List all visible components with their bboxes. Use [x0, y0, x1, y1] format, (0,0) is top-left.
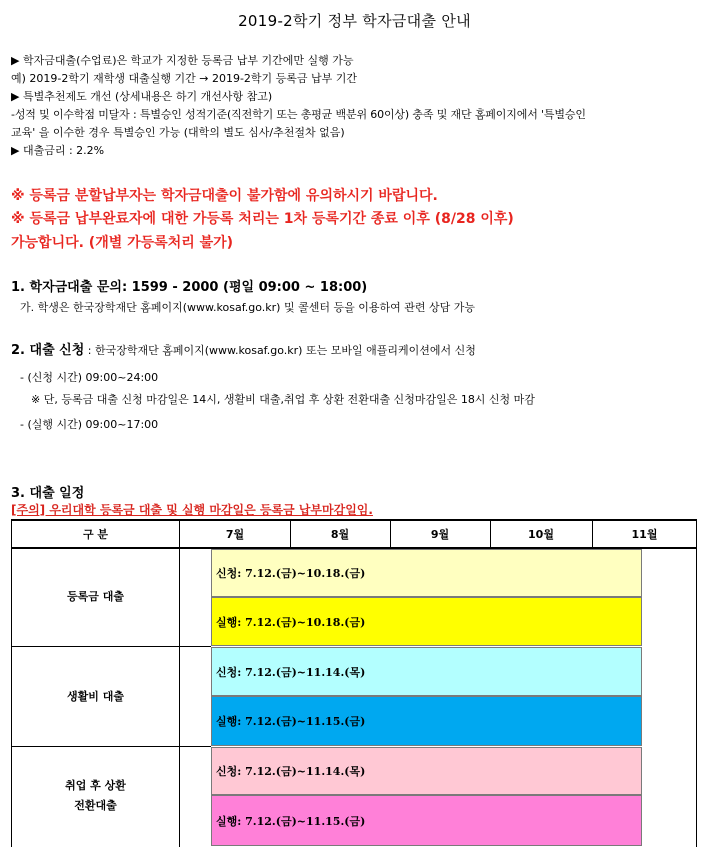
bar-living-apply: [211, 647, 642, 696]
section3-warning: [주의] 우리대학 등록금 대출 및 실행 마감일은 등록금 납부마감일임.: [11, 503, 373, 517]
group-divider-2: [11, 746, 211, 747]
page-title: 2019-2학기 정부 학자금대출 안내: [238, 12, 471, 30]
bar-label: 실행: 7.12.(금)~10.18.(금): [216, 615, 366, 629]
red-note-2: ※ 등록금 납부완료자에 대한 가등록 처리는 1차 등록기간 종료 이후 (8/28 이후): [11, 211, 514, 227]
header-month-oct: 10월: [528, 528, 554, 541]
info-line-3: ▶ 특별추천제도 개선 (상세내용은 하기 개선사항 참고): [11, 90, 273, 103]
red-note-3: 가능합니다. (개별 가등록처리 불가): [11, 235, 234, 251]
info-line-6: ▶ 대출금리 : 2.2%: [11, 144, 105, 157]
header-month-jul: 7월: [225, 528, 245, 541]
group-label-icl-line2: 전환대출: [74, 799, 117, 812]
info-line-5: 교육' 을 이수한 경우 특별승인 가능 (대학의 별도 심사/추천절차 없음): [11, 126, 345, 139]
group-label-tuition: 등록금 대출: [67, 590, 124, 603]
month-divider: [290, 519, 291, 548]
bar-tuition-apply: [211, 549, 642, 597]
group-label-living: 생활비 대출: [67, 690, 124, 703]
bar-label: 실행: 7.12.(금)~11.15.(금): [216, 715, 366, 728]
deadline-note: ※ 단, 등록금 대출 신청 마감일은 14시, 생활비 대출,취업 후 상환 전환대출 신청마감일은 18시 신청 마감: [31, 393, 535, 406]
info-line-1: ▶ 학자금대출(수업료)은 학교가 지정한 등록금 납부 기간에만 실행 가능: [11, 54, 354, 67]
header-category: 구 분: [82, 528, 109, 541]
header-month-sep: 9월: [430, 528, 450, 541]
bar-icl-apply: [211, 747, 642, 795]
bar-label: 신청: 7.12.(금)~10.18.(금): [216, 567, 366, 580]
group-divider-1: [11, 646, 211, 647]
table-left-border: [11, 519, 12, 847]
red-note-1: ※ 등록금 분할납부자는 학자금대출이 불가함에 유의하시기 바랍니다.: [11, 188, 438, 204]
header-month-nov: 11월: [631, 528, 658, 541]
info-line-4: -성적 및 이수학점 미달자 : 특별승인 성적기준(직전학기 또는 총평균 백분위 60이상) 충족 및 재단 홈페이지에서 '특별승인: [11, 108, 586, 121]
info-line-2: 예) 2019-2학기 재학생 대출실행 기간 → 2019-2학기 등록금 납부 기간: [11, 72, 358, 85]
table-top-border: [11, 519, 697, 521]
section1-heading: 1. 학자금대출 문의: 1599 - 2000 (평일 09:00 ~ 18:00): [11, 280, 368, 295]
bar-icl-exec: [211, 795, 642, 846]
month-divider: [592, 519, 593, 548]
bar-living-exec: [211, 696, 642, 746]
loan-schedule-table: [11, 519, 697, 847]
bar-label: 실행: 7.12.(금)~11.15.(금): [216, 814, 366, 828]
month-divider: [390, 519, 391, 548]
group-label-icl-line1: 취업 후 상환: [65, 779, 126, 792]
exec-time: - (실행 시간) 09:00~17:00: [20, 418, 159, 431]
table-right-border: [696, 519, 697, 847]
section1-detail: 가. 학생은 한국장학재단 홈페이지(www.kosaf.go.kr) 및 콜센터 등을 이용하여 관련 상담 가능: [20, 301, 475, 314]
apply-time: - (신청 시간) 09:00~24:00: [20, 371, 159, 384]
month-divider: [490, 519, 491, 548]
section3-heading: 3. 대출 일정: [11, 486, 85, 501]
section2-heading: 2. 대출 신청 : 한국장학재단 홈페이지(www.kosaf.go.kr) 또는 모바일 애플리케이션에서 신청: [11, 343, 476, 358]
header-bottom-border: [11, 547, 697, 549]
bar-label: 신청: 7.12.(금)~11.14.(목): [216, 765, 366, 778]
bar-tuition-exec: [211, 597, 642, 646]
bar-label: 신청: 7.12.(금)~11.14.(목): [216, 665, 366, 679]
category-divider: [179, 519, 180, 847]
header-month-aug: 8월: [330, 528, 350, 541]
section2-heading-suffix: : 한국장학재단 홈페이지(www.kosaf.go.kr) 또는 모바일 애플리케이션에서 신청: [84, 344, 476, 357]
